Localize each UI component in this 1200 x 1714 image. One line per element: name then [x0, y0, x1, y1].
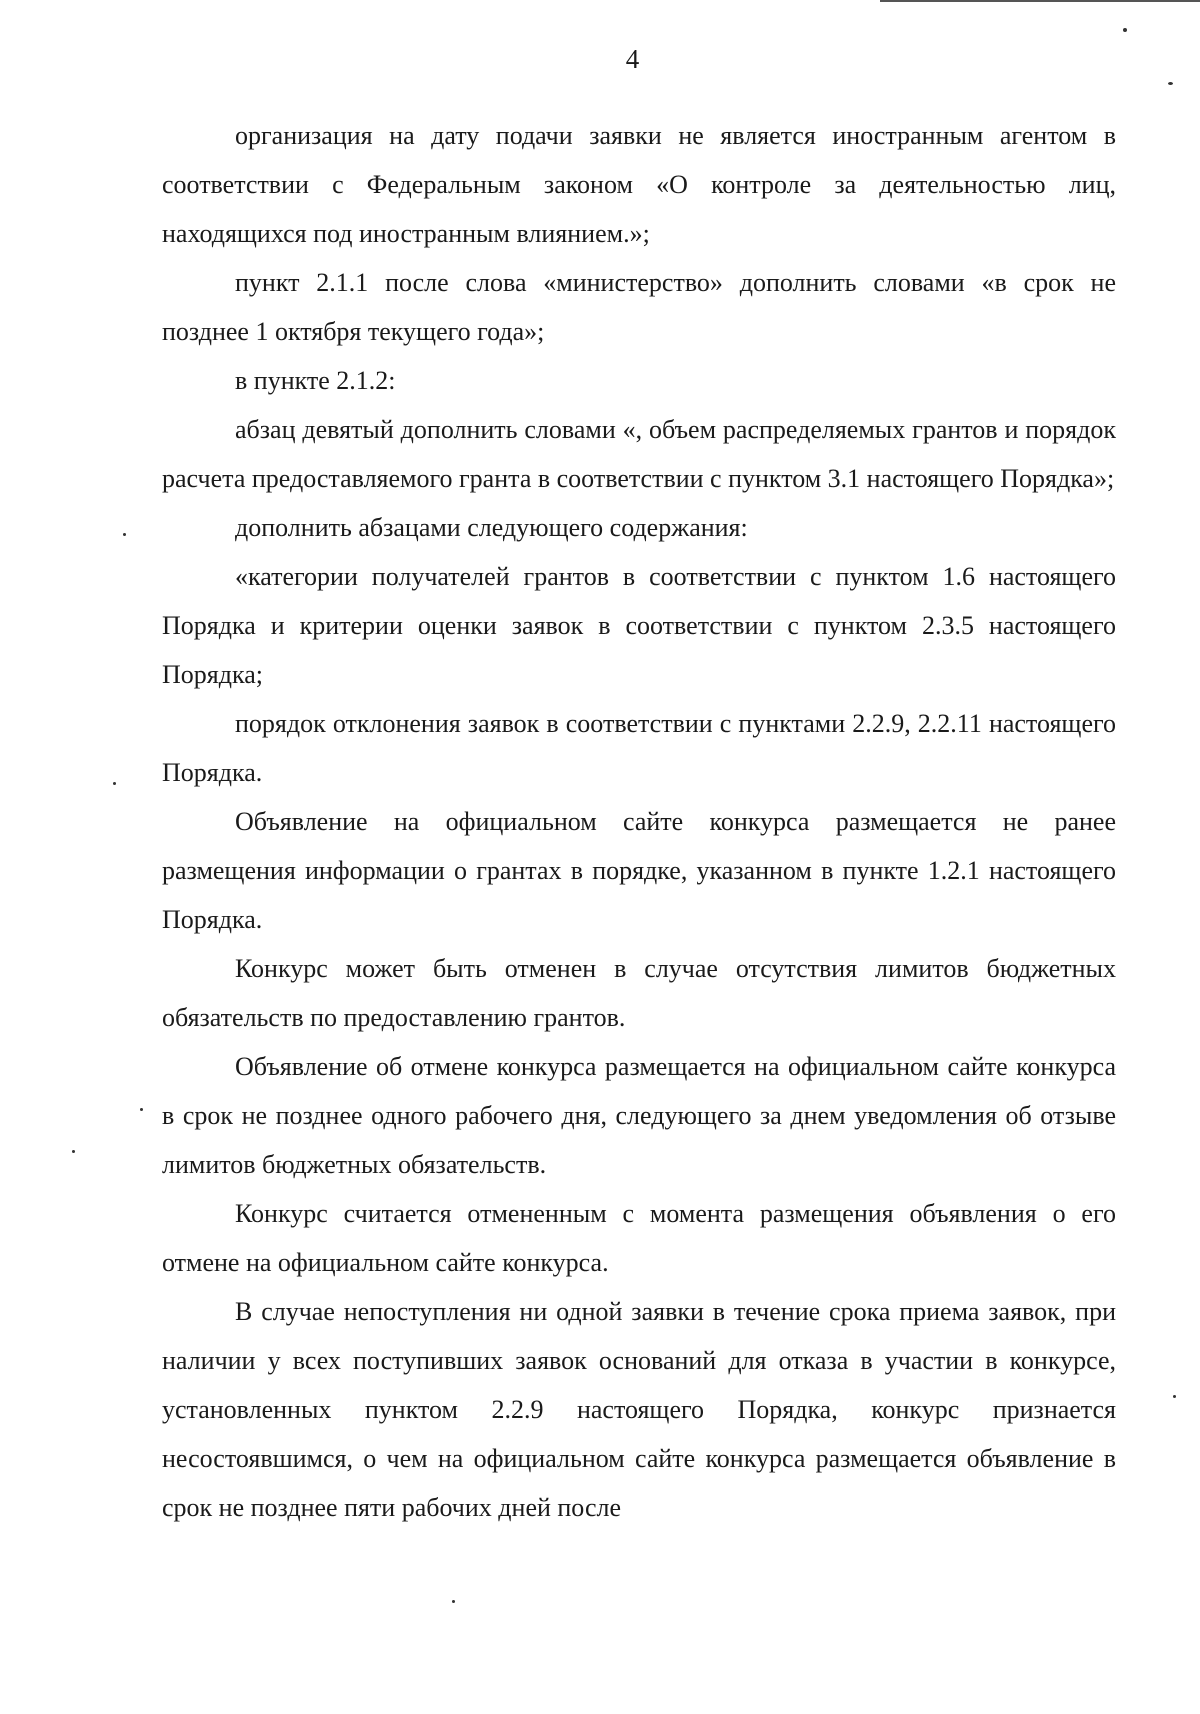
paragraph-rejection-order: порядок отклонения заявок в соответствии с пунктами 2.2.9, 2.2.11 настоящего Порядка. [162, 709, 1116, 787]
scan-speck [140, 1108, 143, 1111]
top-border-line [880, 0, 1200, 2]
page-number: 4 [625, 44, 640, 74]
document-body [162, 111, 1116, 1532]
paragraph-ninth-clause: абзац девятый дополнить словами «, объем распределяемых грантов и порядок расчета предоставляемого гранта в соответствии с пунктом 3.1 настоящего Порядка»; [162, 415, 1116, 493]
scan-speck [113, 782, 116, 785]
scan-speck [72, 1150, 75, 1153]
paragraph-cancelled-moment: Конкурс считается отмененным с момента размещения объявления о его отмене на официальном сайте конкурса. [162, 1199, 1116, 1277]
scan-speck [452, 1600, 455, 1603]
paragraph-recipient-categories: «категории получателей грантов в соответствии с пунктом 1.6 настоящего Порядка и критерии оценки заявок в соответствии с пунктом 2.3.5 настоящего Порядка; [162, 562, 1116, 689]
scan-speck [1173, 1395, 1176, 1398]
paragraph-cancellation: Конкурс может быть отменен в случае отсутствия лимитов бюджетных обязательств по предоставлению грантов. [162, 954, 1116, 1032]
scan-speck [1123, 28, 1127, 32]
paragraph-cancellation-notice: Объявление об отмене конкурса размещается на официальном сайте конкурса в срок не позднее одного рабочего дня, следующего за днем уведомления об отзыве лимитов бюджетных обязательств. [162, 1052, 1116, 1179]
scan-speck [123, 533, 126, 536]
paragraph-add-clauses: дополнить абзацами следующего содержания: [235, 513, 748, 542]
paragraph-item-2-1-1: пункт 2.1.1 после слова «министерство» дополнить словами «в срок не позднее 1 октября текущего года»; [162, 268, 1116, 346]
paragraph-item-2-1-2-heading: в пункте 2.1.2: [235, 366, 396, 395]
paragraph-announcement: Объявление на официальном сайте конкурса размещается не ранее размещения информации о грантах в порядке, указанном в пункте 1.2.1 настоящего Порядка. [162, 807, 1116, 934]
paragraph-foreign-agent: организация на дату подачи заявки не является иностранным агентом в соответствии с Федеральным законом «О контроле за деятельностью лиц, находящихся под иностранным влиянием.»; [162, 121, 1116, 248]
paragraph-failed-contest: В случае непоступления ни одной заявки в течение срока приема заявок, при наличии у всех поступивших заявок оснований для отказа в участии в конкурсе, установленных пунктом 2.2.9 настоящего Порядка, конкурс признается несостоявшимся, о чем на официальном сайте конкурса размещается объявление в срок не позднее пяти рабочих дней после [162, 1297, 1116, 1522]
scan-speck [1168, 82, 1173, 85]
